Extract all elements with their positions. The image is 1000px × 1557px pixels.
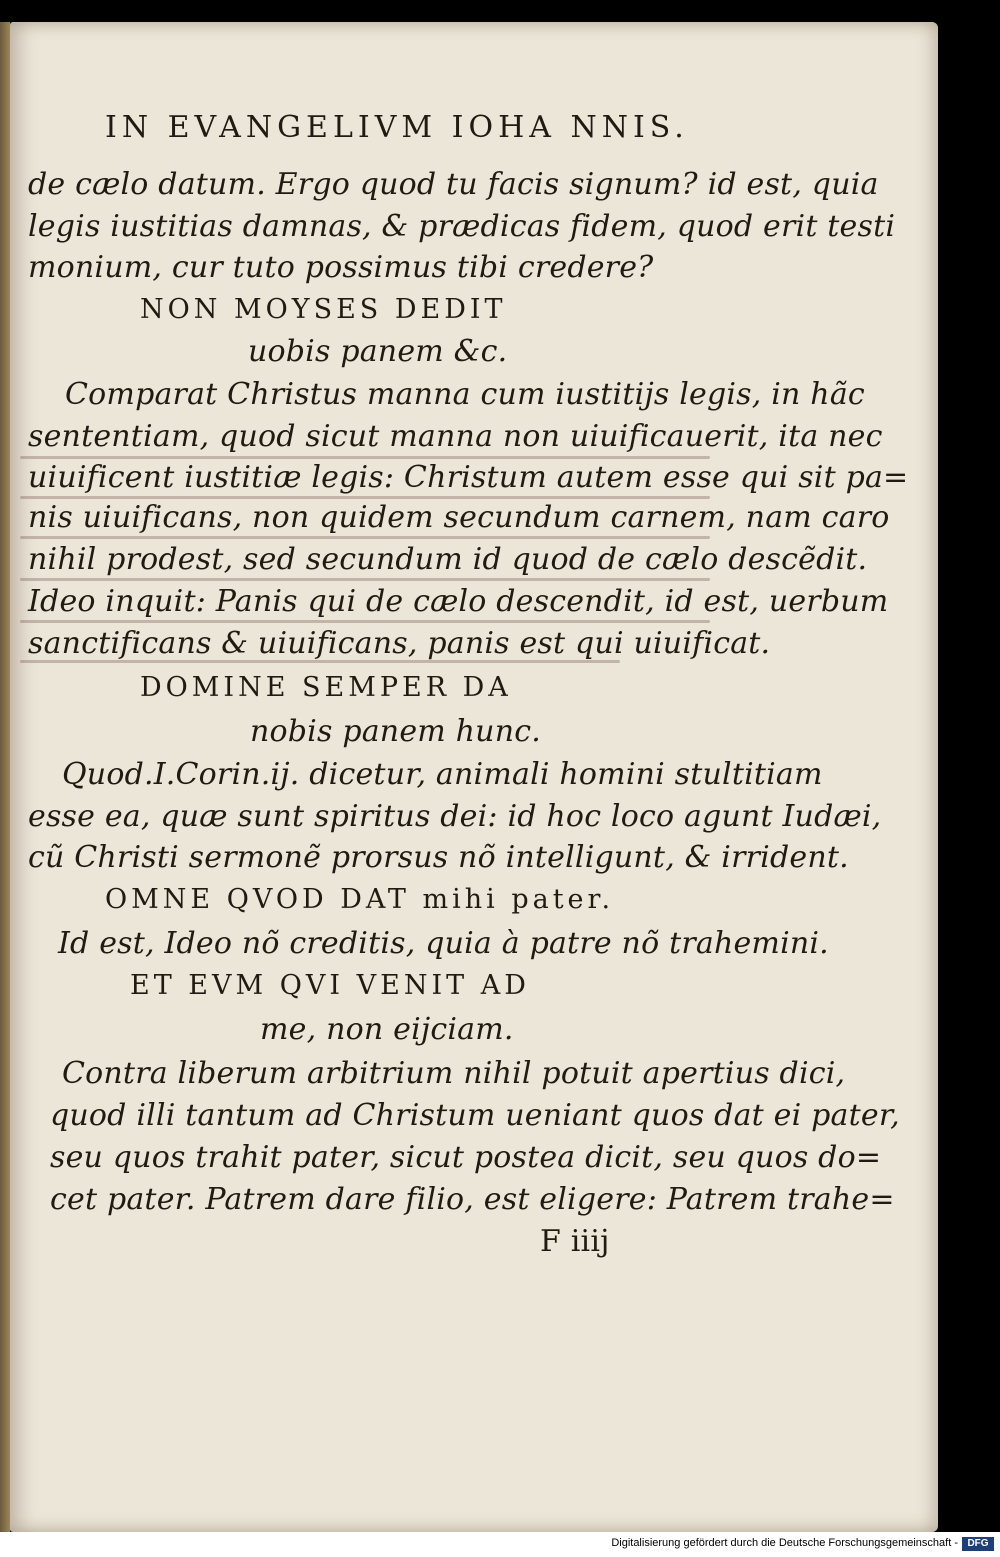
text-line: Contra liberum arbitrium nihil potuit apertius dici, (62, 1056, 846, 1091)
text-line: sanctificans & uiuificans, panis est qui uiuificat. (28, 626, 771, 661)
text-line: nihil prodest, sed secundum id quod de cælo descẽdit. (28, 542, 868, 577)
ink-underline (20, 496, 710, 499)
text-line: cũ Christi sermonẽ prorsus nõ intelligunt, & irrident. (28, 840, 849, 875)
signature-mark: F iiij (540, 1224, 610, 1259)
book-page (10, 22, 938, 1532)
funding-credit: Digitalisierung gefördert durch die Deutsche Forschungsgemeinschaft - (611, 1537, 958, 1549)
text-line: esse ea, quæ sunt spiritus dei: id hoc loco agunt Iudæi, (28, 799, 882, 834)
text-line: seu quos trahit pater, sicut postea dicit, seu quos do= (50, 1140, 882, 1175)
text-line: Quod.I.Corin.ij. dicetur, animali homini stultitiam (62, 757, 823, 792)
ink-underline (20, 536, 710, 539)
text-line: quod illi tantum ad Christum ueniant quos dat ei pater, (50, 1098, 900, 1133)
footer-bar (0, 1532, 1000, 1557)
dfg-logo-icon: DFG (962, 1537, 994, 1551)
text-line: Comparat Christus manna cum iustitijs legis, in hãc (65, 377, 865, 412)
running-title: IN EVANGELIVM IOHA NNIS. (105, 110, 689, 145)
text-line: cet pater. Patrem dare filio, est eligere: Patrem trahe= (50, 1182, 895, 1217)
lemma-continuation: me, non eijciam. (260, 1012, 514, 1047)
text-line: Ideo inquit: Panis qui de cælo descendit, id est, uerbum (28, 584, 889, 619)
text-line: Id est, Ideo nõ creditis, quia à patre nõ trahemini. (58, 926, 829, 961)
lemma-heading: NON MOYSES DEDIT (140, 294, 507, 325)
text-line: uiuificent iustitiæ legis: Christum autem esse qui sit pa= (28, 460, 909, 495)
ink-underline (20, 456, 710, 459)
ink-underline (20, 578, 710, 581)
text-line: legis iustitias damnas, & prædicas fidem, quod erit testi (28, 209, 896, 244)
lemma-heading: DOMINE SEMPER DA (140, 672, 512, 703)
lemma-heading: OMNE QVOD DAT mihi pater. (105, 884, 615, 915)
text-line: nis uiuificans, non quidem secundum carnem, nam caro (28, 500, 890, 535)
text-line: de cælo datum. Ergo quod tu facis signum? id est, quia (28, 167, 879, 202)
lemma-continuation: nobis panem hunc. (250, 714, 541, 749)
text-line: sententiam, quod sicut manna non uiuificauerit, ita nec (28, 419, 883, 454)
lemma-continuation: uobis panem &c. (248, 334, 508, 369)
ink-underline (20, 620, 710, 623)
lemma-heading: ET EVM QVI VENIT AD (130, 970, 530, 1001)
text-line: monium, cur tuto possimus tibi credere? (28, 250, 654, 285)
page-edge (0, 22, 10, 1532)
